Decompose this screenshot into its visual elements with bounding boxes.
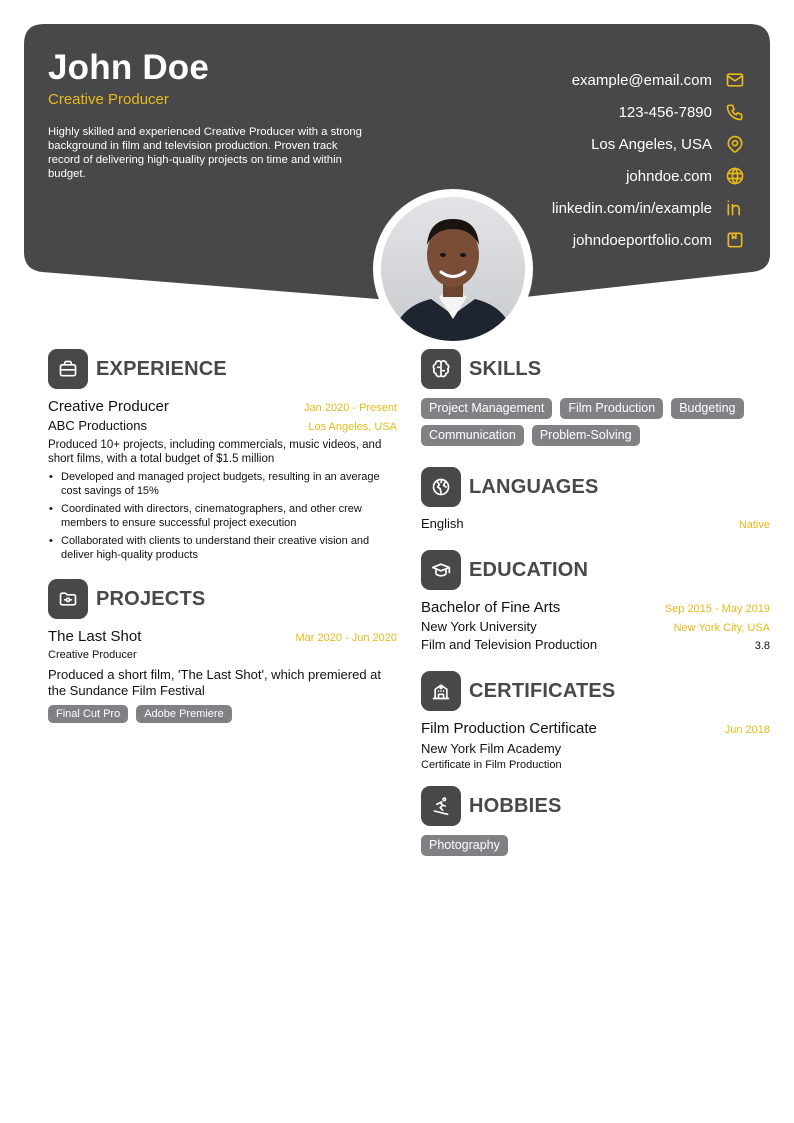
contact-location-text: Los Angeles, USA [591,135,712,153]
education-school: New York University [421,619,537,634]
contact-phone-text[interactable]: 123-456-7890 [618,103,712,121]
contact-website-text[interactable]: johndoe.com [626,167,712,185]
contact-email-text[interactable]: example@email.com [571,71,712,89]
building-icon [421,671,461,711]
education-location: New York City, USA [673,622,770,634]
contact-website[interactable] [426,160,746,192]
hobby-tag: Photography [421,835,508,856]
skill-tag: Budgeting [671,398,743,419]
location-pin-icon [724,133,746,155]
project-name: The Last Shot [48,628,142,645]
experience-date: Jan 2020 - Present [304,402,397,414]
experience-bullet: • Coordinated with directors, cinematographers, and other crew members to ensure successful project execution [48,502,397,530]
graduation-cap-icon [421,550,461,590]
skills-header [421,348,770,390]
skiing-icon [421,786,461,826]
certificate-description: Certificate in Film Production [421,759,562,771]
certificates-header [421,670,770,712]
experience-company: ABC Productions [48,418,147,433]
project-tag: Adobe Premiere [136,705,232,723]
hobbies-header [421,785,770,827]
profile-photo [381,197,525,341]
experience-location: Los Angeles, USA [308,421,397,433]
experience-summary: Produced 10+ projects, including commercials, music videos, and short films, with a total budget of $1.5 million [48,439,382,465]
certificate-date: Jun 2018 [724,724,770,736]
project-role: Creative Producer [48,649,137,661]
linkedin-icon [724,197,746,219]
certificate-issuer: New York Film Academy [421,741,562,756]
candidate-role: Creative Producer [48,91,169,108]
projects-header [48,578,397,620]
education-gpa: 3.8 [754,640,770,652]
skill-tag: Problem-Solving [532,425,640,446]
experience-item [48,398,397,562]
language-level: Native [738,519,770,531]
brain-icon [421,349,461,389]
phone-icon [724,101,746,123]
education-header [421,549,770,591]
portfolio-icon [724,229,746,251]
hobbies-tags [421,835,770,856]
project-date: Mar 2020 - Jun 2020 [295,632,397,644]
contact-portfolio-text[interactable]: johndoeportfolio.com [572,231,712,249]
skill-tag: Film Production [560,398,663,419]
experience-header [48,348,397,390]
globe-icon [724,165,746,187]
project-tags [48,705,397,723]
experience-bullet: • Developed and managed project budgets, resulting in an average cost savings of 15% [48,470,397,498]
folder-icon [48,579,88,619]
language-globe-icon [421,467,461,507]
experience-position: Creative Producer [48,398,169,415]
right-column [421,348,770,856]
education-degree: Bachelor of Fine Arts [421,599,561,616]
contact-phone[interactable] [426,96,746,128]
language-name: English [421,516,464,531]
certificate-item [421,720,770,771]
project-item [48,628,397,723]
hobbies-title: HOBBIES [469,794,562,817]
skills-tags [421,398,770,446]
education-title: EDUCATION [469,558,589,581]
project-tag: Final Cut Pro [48,705,128,723]
certificates-title: CERTIFICATES [469,679,616,702]
language-item [421,516,770,531]
skills-title: SKILLS [469,357,542,380]
skill-tag: Communication [421,425,524,446]
contact-email[interactable] [426,64,746,96]
experience-bullets [48,470,397,562]
profile-photo-frame [373,189,533,349]
skill-tag: Project Management [421,398,552,419]
contact-location [426,128,746,160]
experience-bullet: • Collaborated with clients to understand their creative vision and deliver high-quality products [48,534,397,562]
experience-title: EXPERIENCE [96,357,227,380]
project-description: Produced a short film, 'The Last Shot', which premiered at the Sundance Film Festival [48,667,382,698]
education-item [421,599,770,652]
education-field: Film and Television Production [421,637,598,652]
left-column [48,348,397,723]
education-date: Sep 2015 - May 2019 [664,603,770,615]
candidate-name: John Doe [48,48,210,87]
briefcase-icon [48,349,88,389]
projects-title: PROJECTS [96,587,206,610]
mail-icon [724,69,746,91]
certificate-name: Film Production Certificate [421,720,597,737]
profile-summary: Highly skilled and experienced Creative Producer with a strong background in film and television production. Proven track record of delivering high-quality projects on time and within budget. [48,126,362,180]
contact-linkedin-text[interactable]: linkedin.com/in/example [551,199,712,217]
languages-title: LANGUAGES [469,475,599,498]
languages-header [421,466,770,508]
